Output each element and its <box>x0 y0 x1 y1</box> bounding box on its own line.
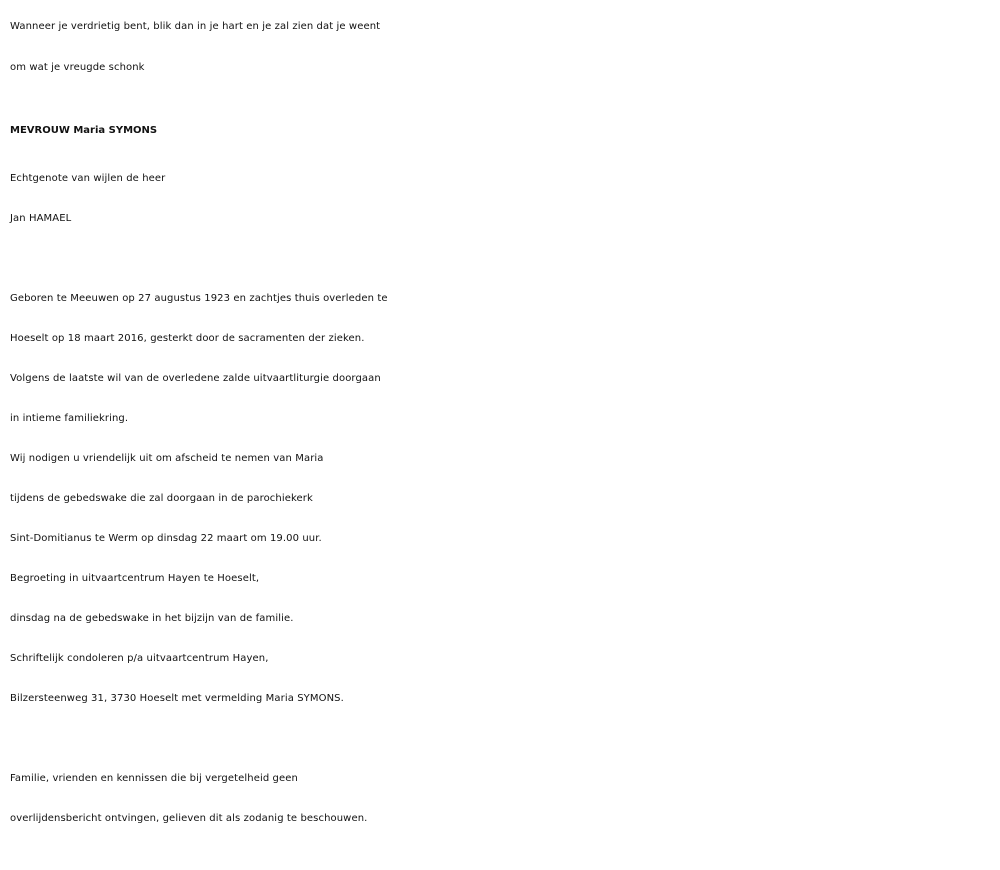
quote-line: Wanneer je verdrietig bent, blik dan in je hart en je zal zien dat je weent <box>10 21 381 32</box>
closing-note <box>10 759 995 839</box>
deceased-name: MEVROUW Maria SYMONS <box>10 125 158 136</box>
opening-quote <box>10 6 995 88</box>
body-line: Begroeting in uitvaartcentrum Hayen te Hoeselt, <box>10 573 260 584</box>
spouse-info <box>10 159 995 239</box>
body-line: Volgens de laatste wil van de overledene zalde uitvaartliturgie doorgaan <box>10 373 381 384</box>
closing-line: overlijdensbericht ontvingen, gelieven dit als zodanig te beschouwen. <box>10 813 368 824</box>
spouse-line: Jan HAMAEL <box>10 213 72 224</box>
quote-line: om wat je vreugde schonk <box>10 62 145 73</box>
body-line: Sint-Domitianus te Werm op dinsdag 22 maart om 19.00 uur. <box>10 533 322 544</box>
body-line: in intieme familiekring. <box>10 413 129 424</box>
spouse-line: Echtgenote van wijlen de heer <box>10 173 166 184</box>
obituary-notice <box>10 6 995 839</box>
body-line: tijdens de gebedswake die zal doorgaan in de parochiekerk <box>10 493 313 504</box>
spacer <box>10 239 995 279</box>
notice-body <box>10 279 995 719</box>
spacer <box>10 719 995 759</box>
body-line: dinsdag na de gebedswake in het bijzijn van de familie. <box>10 613 294 624</box>
body-line: Geboren te Meeuwen op 27 augustus 1923 en zachtjes thuis overleden te <box>10 293 388 304</box>
body-line: Schriftelijk condoleren p/a uitvaartcentrum Hayen, <box>10 653 269 664</box>
closing-line: Familie, vrienden en kennissen die bij vergetelheid geen <box>10 773 298 784</box>
body-line: Wij nodigen u vriendelijk uit om afscheid te nemen van Maria <box>10 453 324 464</box>
body-line: Hoeselt op 18 maart 2016, gesterkt door de sacramenten der zieken. <box>10 333 365 344</box>
body-line: Bilzersteenweg 31, 3730 Hoeselt met vermelding Maria SYMONS. <box>10 693 344 704</box>
